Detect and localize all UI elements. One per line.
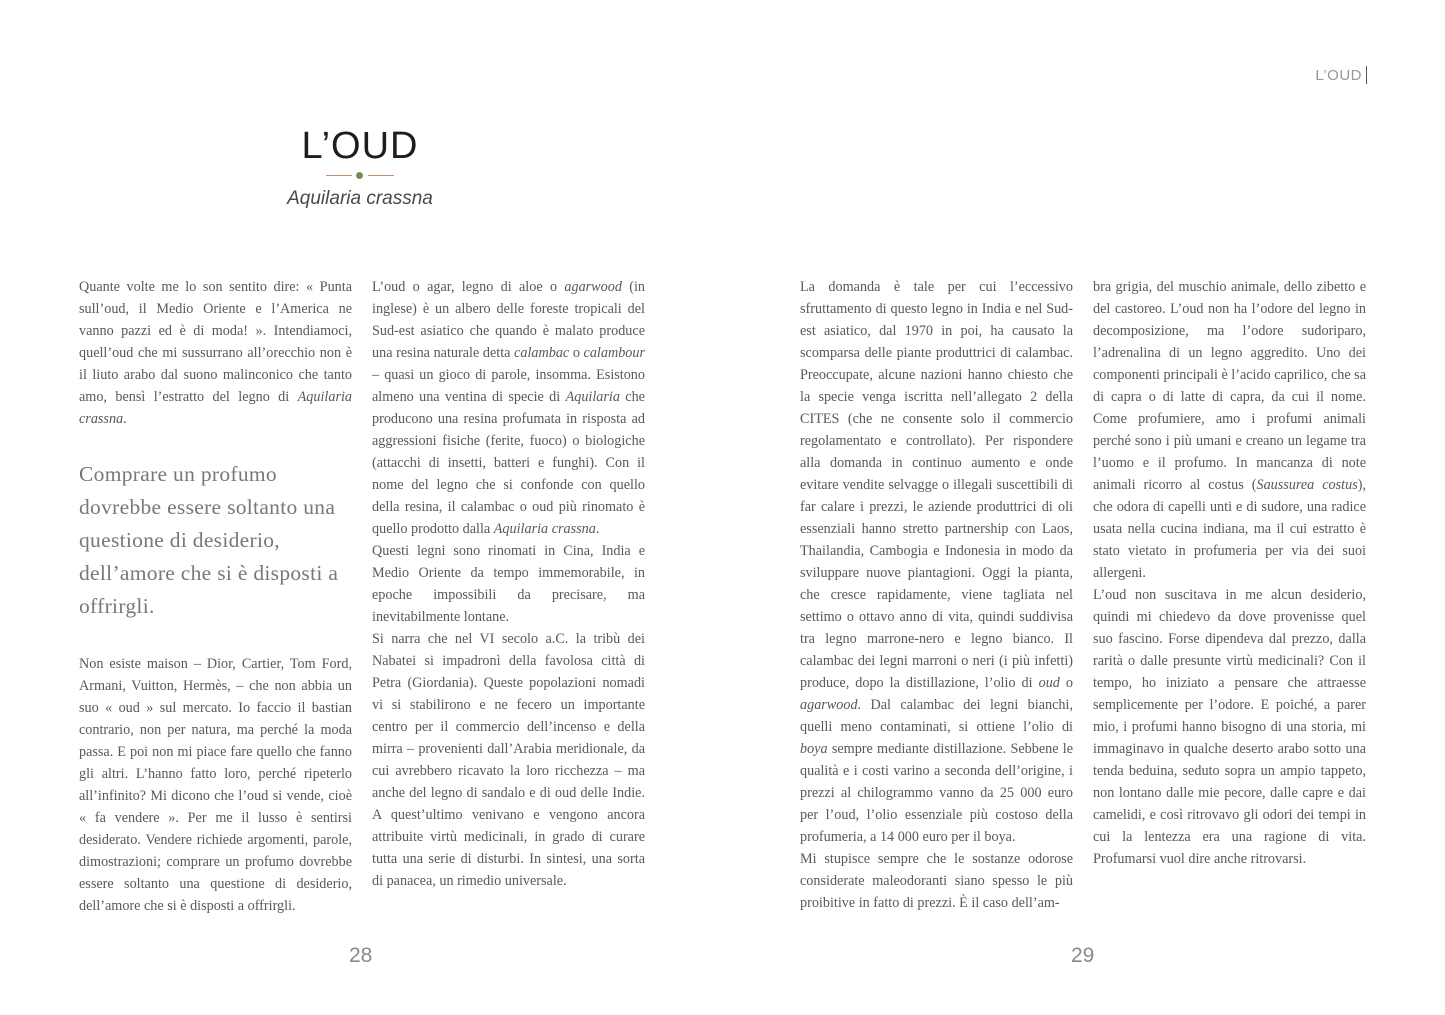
body-paragraph: Non esiste maison – Dior, Cartier, Tom Ford, Armani, Vuitton, Hermès, – che non abbia un suo « oud » sul mercato. Io faccio il bastian contrario, non per natura, ma perché la moda passa. E poi non mi piace fare quello che fanno gli altri. L’hanno fatto loro, perché ripeterlo all’infinito? Mi dicono che l’oud si vende, cioè « fa vendere ». Per me il lusso è sentirsi desiderato. Vendere richiede argomenti, parole, dimostrazioni; comprare un profumo dovrebbe essere soltanto una questione di desiderio, dell’amore che si è disposti a offrirgli.	[79, 656, 352, 914]
page-number-right: 29	[1071, 944, 1095, 967]
text-run: (in inglese) è un albero delle foreste tropicali del Sud-est asiatico che quando è malato produce una resina naturale detta	[372, 279, 646, 361]
text-run: .	[595, 521, 600, 537]
body-paragraph: Si narra che nel VI secolo a.C. la tribù dei Nabatei si impadronì della favolosa città di Petra (Giordania). Queste popolazioni nomadi vi si stabilirono e ne fecero un importante centro per il commercio dell’incenso e della mirra – provenienti dall’Arabia meridionale, da cui avrebbero ricavato la loro ricchezza – ma anche del legno di sandalo e di oud delle Indie. A quest’ultimo venivano e vengono ancora attribuite virtù medicinali, in grado di curare tutta una serie di disturbi. In sintesi, una sorta di panacea, un rimedio universale.	[372, 631, 645, 889]
ornament-dot-icon	[356, 172, 363, 179]
italic-term: agarwood	[564, 279, 622, 295]
chapter-title: L’OUD	[301, 125, 419, 167]
body-paragraph: Mi stupisce sempre che le sostanze odorose considerate maleodoranti siano spesso le più proibitive in fatto di prezzi. È il caso dell’am-	[800, 851, 1073, 911]
running-head-rule	[1366, 66, 1367, 84]
body-paragraph: Questi legni sono rinomati in Cina, India e Medio Oriente da tempo immemorabile, in epoche impossibili da precisare, ma inevitabilmente lontane.	[372, 543, 645, 625]
intro-end: .	[123, 411, 127, 427]
pull-quote: Comprare un profumo dovrebbe essere soltanto una questione di desiderio, dell’amore che si è disposti a offrirgli.	[79, 462, 339, 618]
text-run: ), che odora di capelli unti e di sudore, una radice usata nella cucina indiana, ma il cui estratto è stato vietato in profumeria per via dei suoi allergeni.	[1093, 477, 1366, 581]
italic-term: Aquilaria crassna	[493, 521, 596, 537]
text-run: L’oud o agar, legno di aloe o	[372, 279, 565, 295]
ornament-line-right	[368, 175, 394, 176]
text-run: o	[1059, 675, 1073, 691]
left-page-column-1	[79, 276, 352, 917]
italic-term: Aquilaria	[565, 389, 620, 405]
running-head-text: L’OUD	[1315, 66, 1362, 84]
chapter-heading	[270, 122, 450, 210]
body-paragraph	[372, 276, 645, 540]
running-head	[1315, 66, 1367, 84]
intro-species: Aquilaria crassna	[79, 389, 352, 427]
italic-term: agarwood	[800, 697, 858, 713]
chapter-subtitle: Aquilaria crassna	[287, 188, 433, 209]
italic-term: calambour	[583, 345, 646, 361]
italic-term: calambac	[514, 345, 570, 361]
text-run: sempre mediante distillazione. Sebbene le qualità e i costi varino a seconda dell’origine, i prezzi al chilogrammo vanno da 25 000 euro per l’oud, l’olio essenziale più costoso della profumeria, a 14 000 euro per il boya.	[800, 741, 1073, 845]
text-run: bra grigia, del muschio animale, dello zibetto e del castoreo. L’oud non ha l’odore del legno in decomposizione, ma l’odore sudoriparo, l’adrenalina di un legno aggredito. Uno dei componenti principali è l’acido caprilico, che sa di capra o di latte di capra, da cui il nome. Come profumiere, amo i profumi animali perché sono i più umani e creano un legame tra l’uomo e il profumo. In mancanza di note animali ricorro al costus (	[1093, 279, 1366, 493]
body-paragraph: L’oud non suscitava in me alcun desiderio, quindi mi chiedevo da dove provenisse quel suo fascino. Forse dipendeva dal prezzo, dalla rarità o dalle presunte virtù medicinali? Con il tempo, ho iniziato a pensare che attraesse semplicemente per l’odore. E poiché, a parer mio, i profumi hanno bisogno di una storia, mi immaginavo in qualche deserto arabo sotto una tenda beduina, seduto sopra un ampio tappeto, non lontano dalle mie pecore, dalle capre e dai camelidi, e così ritrovavo gli odori dei tempi in cui la lentezza era una ragione di vita. Profumarsi vuol dire anche ritrovarsi.	[1093, 587, 1366, 867]
body-paragraph	[1093, 276, 1366, 584]
text-run: o	[569, 345, 584, 361]
italic-term: Saussurea costus	[1256, 477, 1358, 493]
page-number-left: 28	[349, 944, 373, 967]
ornament-divider	[326, 170, 394, 182]
text-run: . Dal calambac dei legni bianchi, quelli meno contaminati, si ottiene l’olio di	[800, 697, 1073, 735]
right-page-column-1	[800, 276, 1073, 914]
body-paragraph	[800, 276, 1073, 848]
italic-term: boya	[800, 741, 828, 757]
text-run: che producono una resina profumata in risposta ad aggressioni fisiche (ferite, fuoco) o biologiche (attacchi di insetti, batteri e funghi). Con il nome del legno che si confonde con quello della resina, il calambac o oud più rinomato è quello prodotto dalla	[372, 389, 645, 537]
text-run: La domanda è tale per cui l’eccessivo sfruttamento di questo legno in India e nel Sud-est asiatico, dal 1970 in poi, ha causato la scomparsa delle piante produttrici di calambac. Preoccupate, alcune nazioni hanno chiesto che la specie venga iscritta nell’allegato 2 della CITES (che ne consente solo il commercio regolamentato e controllato). Per rispondere alla domanda in continuo aumento e onde evitare vendite selvagge o illegali suscettibili di far calare i prezzi, le aziende produttrici di oli essenziali hanno stretto partnership con Laos, Thailandia, Cambogia e Indonesia in modo da sviluppare nuove piantagioni. Oggi la pianta, che cresce rapidamente, viene tagliata nel settimo o ottavo anno di vita, quindi suddivisa tra legno marrone-nero e legno bianco. Il calambac dei legni marroni o neri (i più infetti) produce, dopo la distillazione, l’olio di	[800, 279, 1073, 691]
intro-paragraph	[79, 276, 352, 430]
text-run: – quasi un gioco di parole, insomma. Esistono almeno una ventina di specie di	[372, 367, 645, 405]
intro-text: Quante volte me lo son sentito dire: « Punta sull’oud, il Medio Oriente e l’America ne vanno pazzi ed è di moda! ». Intendiamoci, quell’oud che mi sussurrano all’orecchio non è il liuto arabo dal suono malinconico che tanto amo, bensì l’estratto del legno di	[79, 279, 352, 405]
ornament-line-left	[326, 175, 352, 176]
right-page-column-2	[1093, 276, 1366, 870]
italic-term: oud	[1038, 675, 1060, 691]
left-page-column-2	[372, 276, 645, 892]
